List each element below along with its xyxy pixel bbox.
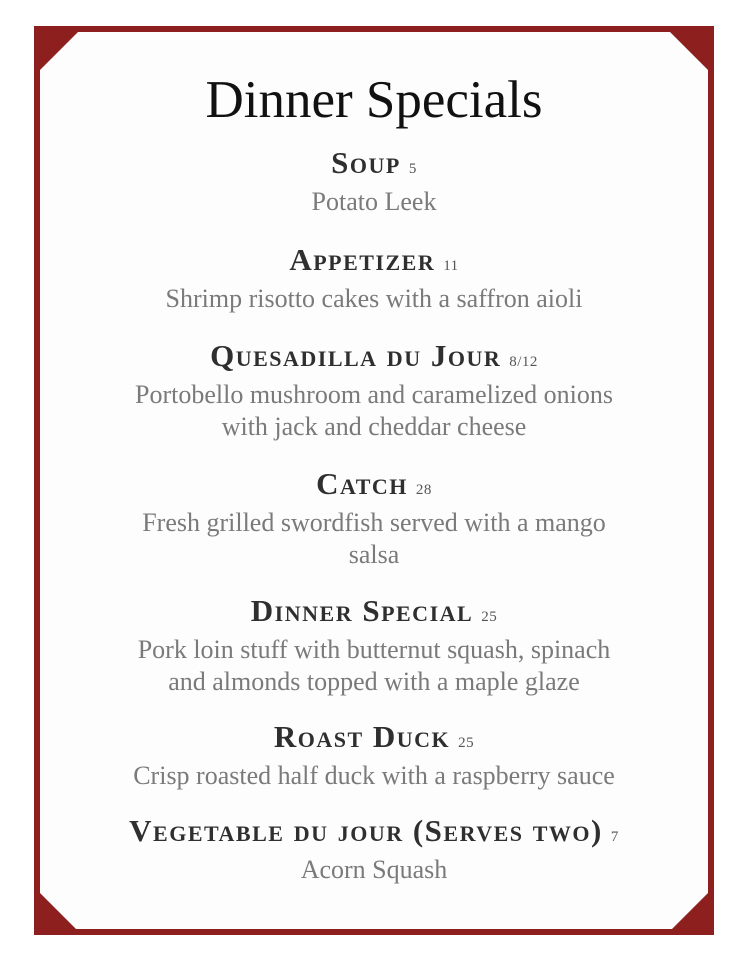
menu-item-heading xyxy=(40,339,708,379)
corner-ornament-bottom-right xyxy=(672,893,708,929)
menu-title: Dinner Specials xyxy=(205,71,543,129)
menu-item-description xyxy=(40,854,708,886)
menu-item-heading xyxy=(40,594,708,634)
corner-ornament-bottom-left xyxy=(40,893,76,929)
menu-item-price: 8/12 xyxy=(509,354,538,370)
menu-item-name: Appetizer xyxy=(289,242,436,277)
menu-item-description xyxy=(40,379,708,443)
menu-item-name: Soup xyxy=(331,145,401,180)
menu-item-name: Roast Duck xyxy=(273,719,451,754)
menu-item-catch xyxy=(40,467,708,571)
menu-item-roast-duck xyxy=(40,720,708,792)
description-line: and almonds topped with a maple glaze xyxy=(168,667,580,696)
menu-frame xyxy=(34,26,714,935)
menu-item-quesadilla xyxy=(40,339,708,443)
menu-item-heading xyxy=(40,146,708,186)
menu-item-price: 7 xyxy=(610,829,619,845)
description-line: salsa xyxy=(348,540,400,569)
description-line: with jack and cheddar cheese xyxy=(221,412,527,441)
menu-item-description xyxy=(40,186,708,218)
menu-content xyxy=(40,32,708,886)
menu-item-heading xyxy=(40,243,708,283)
menu-item-heading xyxy=(40,720,708,760)
menu-item-description xyxy=(40,507,708,571)
description-line: Crisp roasted half duck with a raspberry sauce xyxy=(133,761,615,790)
menu-item-appetizer xyxy=(40,243,708,315)
description-line: Shrimp risotto cakes with a saffron aioli xyxy=(165,284,583,313)
menu-item-name: Quesadilla du Jour xyxy=(210,338,502,373)
description-line: Acorn Squash xyxy=(300,855,448,884)
menu-item-description xyxy=(40,760,708,792)
description-line: Portobello mushroom and caramelized onions xyxy=(134,380,613,409)
menu-item-name: Dinner Special xyxy=(250,593,474,628)
menu-item-heading xyxy=(40,467,708,507)
menu-item-price: 25 xyxy=(458,735,475,751)
menu-item-description xyxy=(40,283,708,315)
menu-item-soup xyxy=(40,146,708,218)
menu-item-price: 5 xyxy=(408,161,417,177)
menu-item-heading xyxy=(40,814,708,854)
menu-item-vegetable-du-jour xyxy=(40,814,708,886)
description-line: Fresh grilled swordfish served with a mango xyxy=(142,508,606,537)
menu-item-name: Catch xyxy=(316,466,408,501)
description-line: Potato Leek xyxy=(311,187,437,216)
description-line: Pork loin stuff with butternut squash, spinach xyxy=(137,635,611,664)
menu-item-name: Vegetable du jour (Serves two) xyxy=(129,813,603,848)
menu-item-description xyxy=(40,634,708,698)
menu-item-price: 25 xyxy=(481,609,498,625)
menu-item-dinner-special xyxy=(40,594,708,698)
menu-item-price: 28 xyxy=(415,482,432,498)
menu-item-price: 11 xyxy=(443,258,459,274)
